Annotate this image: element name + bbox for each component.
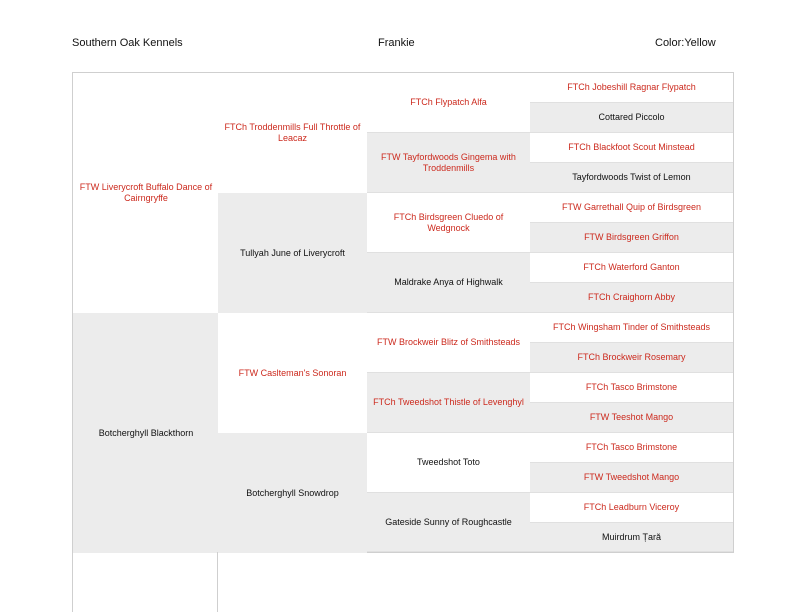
gen4-cell xyxy=(530,403,733,433)
pedigree-generation-3 xyxy=(367,72,531,553)
gen4-cell xyxy=(530,163,733,193)
ancestor-name: FTCh Wingsham Tinder of Smithsteads xyxy=(552,322,711,332)
gen4-cell xyxy=(530,253,733,283)
gen3-cell xyxy=(367,373,530,433)
gen4-cell xyxy=(530,493,733,523)
gen2-cell xyxy=(218,73,367,193)
sire-cell xyxy=(73,73,219,313)
gen4-cell xyxy=(530,433,733,463)
gen4-cell xyxy=(530,463,733,493)
column-divider-line xyxy=(217,552,218,612)
ancestor-name: Tweedshot Toto xyxy=(417,457,480,467)
ancestor-name: FTW Birdsgreen Griffon xyxy=(584,232,679,242)
gen4-cell xyxy=(530,103,733,133)
gen4-cell xyxy=(530,283,733,313)
ancestor-name: FTW Caslteman's Sonoran xyxy=(238,367,347,378)
gen4-cell xyxy=(530,523,733,552)
gen4-cell xyxy=(530,193,733,223)
ancestor-name: Botcherghyll Snowdrop xyxy=(246,487,339,498)
ancestor-name: FTCh Blackfoot Scout Minstead xyxy=(568,142,695,152)
gen4-cell xyxy=(530,313,733,343)
gen2-cell xyxy=(218,313,367,433)
gen3-cell xyxy=(367,73,530,133)
gen3-cell xyxy=(367,313,530,373)
ancestor-name: Gateside Sunny of Roughcastle xyxy=(385,516,512,527)
ancestor-name: FTCh Waterford Ganton xyxy=(583,262,680,272)
ancestor-name: Muirdrum Țară xyxy=(601,531,661,542)
kennel-name: Southern Oak Kennels xyxy=(72,37,183,49)
ancestor-name: Tayfordwoods Twist of Lemon xyxy=(572,172,691,182)
pedigree-generation-4 xyxy=(530,72,734,553)
ancestor-name: FTW Tayfordwoods Gingema with Troddenmills xyxy=(381,151,516,173)
gen3-cell xyxy=(367,433,530,493)
dog-color: Color:Yellow xyxy=(655,37,716,49)
sire-name: FTW Liverycroft Buffalo Dance of Cairngryffe xyxy=(79,182,213,203)
dog-name: Frankie xyxy=(378,37,415,49)
gen4-cell xyxy=(530,373,733,403)
gen3-cell xyxy=(367,493,530,552)
ancestor-name: FTCh Tasco Brimstone xyxy=(585,382,678,392)
ancestor-name: FTCh Troddenmills Full Throttle of Leacaz xyxy=(224,122,361,143)
ancestor-name: Cottared Piccolo xyxy=(598,112,665,122)
ancestor-name: FTCh Tweedshot Thistle of Levenghyl xyxy=(373,397,524,407)
ancestor-name: FTW Teeshot Mango xyxy=(589,412,674,422)
column-divider-line xyxy=(72,552,73,612)
ancestor-name: FTCh Craighorn Abby xyxy=(587,292,676,302)
ancestor-name: Maldrake Anya of Highwalk xyxy=(394,277,503,287)
gen4-cell xyxy=(530,223,733,253)
gen2-cell xyxy=(218,433,367,553)
gen4-cell xyxy=(530,343,733,373)
gen3-cell xyxy=(367,253,530,313)
gen3-cell xyxy=(367,133,530,193)
gen4-cell xyxy=(530,133,733,163)
dam-cell xyxy=(73,313,219,553)
gen4-cell xyxy=(530,73,733,103)
ancestor-name: FTCh Birdsgreen Cluedo of Wedgnock xyxy=(393,211,504,233)
ancestor-name: FTCh Jobeshill Ragnar Flypatch xyxy=(567,82,696,92)
ancestor-name: FTW Tweedshot Mango xyxy=(583,472,680,482)
gen2-cell xyxy=(218,193,367,313)
gen3-cell xyxy=(367,193,530,253)
ancestor-name: FTCh Leadburn Viceroy xyxy=(583,502,680,512)
pedigree-generation-2 xyxy=(218,72,368,553)
ancestor-name: FTW Brockweir Blitz of Smithsteads xyxy=(376,337,521,347)
ancestor-name: Tullyah June of Liverycroft xyxy=(240,247,345,258)
pedigree-generation-1 xyxy=(72,72,220,553)
ancestor-name: FTCh Brockweir Rosemary xyxy=(577,352,686,362)
ancestor-name: FTW Garrethall Quip of Birdsgreen xyxy=(561,202,702,212)
dam-name: Botcherghyll Blackthorn xyxy=(98,427,194,438)
ancestor-name: FTCh Flypatch Alfa xyxy=(410,97,487,107)
ancestor-name: FTCh Tasco Brimstone xyxy=(585,442,678,452)
